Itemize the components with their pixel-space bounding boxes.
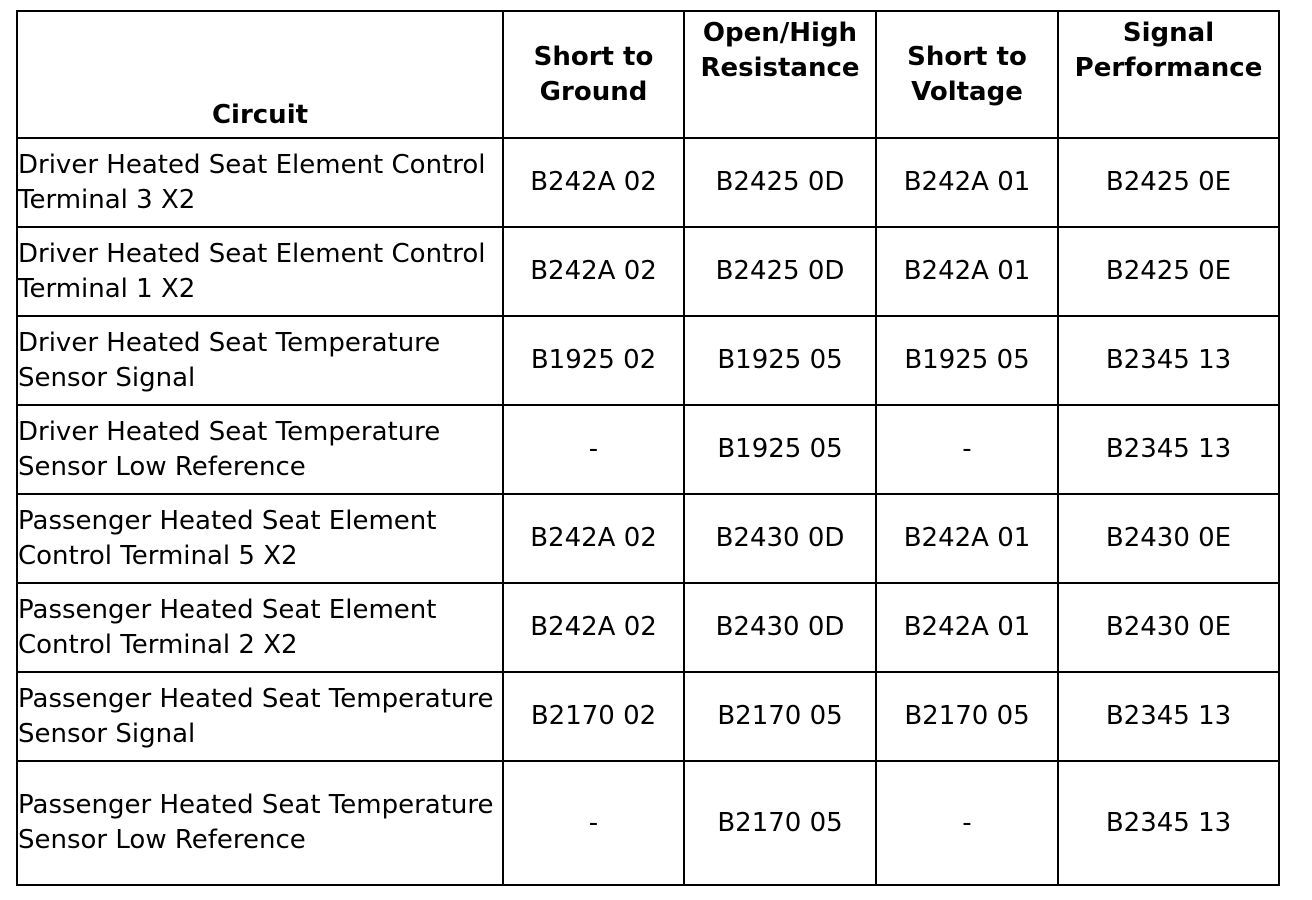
- short-to-voltage-cell: B1925 05: [876, 316, 1058, 405]
- open-high-resistance-cell: B2425 0D: [684, 138, 876, 227]
- dtc-circuit-table: [16, 10, 1280, 886]
- header-row: [17, 11, 1279, 138]
- circuit-cell: Passenger Heated Seat Temperature Sensor Low Reference: [17, 761, 503, 885]
- table-row: [17, 405, 1279, 494]
- header-short-to-voltage: Short to Voltage: [876, 11, 1058, 138]
- short-to-ground-cell: B242A 02: [503, 583, 684, 672]
- table-row: [17, 494, 1279, 583]
- short-to-ground-cell: B242A 02: [503, 138, 684, 227]
- open-high-resistance-cell: B2430 0D: [684, 494, 876, 583]
- circuit-cell: Passenger Heated Seat Element Control Terminal 5 X2: [17, 494, 503, 583]
- short-to-voltage-cell: B2170 05: [876, 672, 1058, 761]
- open-high-resistance-cell: B2170 05: [684, 672, 876, 761]
- short-to-ground-cell: -: [503, 405, 684, 494]
- short-to-ground-cell: B242A 02: [503, 494, 684, 583]
- signal-performance-cell: B2345 13: [1058, 761, 1279, 885]
- signal-performance-cell: B2430 0E: [1058, 494, 1279, 583]
- short-to-voltage-cell: B242A 01: [876, 583, 1058, 672]
- short-to-ground-cell: -: [503, 761, 684, 885]
- table-row: [17, 227, 1279, 316]
- circuit-cell: Driver Heated Seat Element Control Terminal 1 X2: [17, 227, 503, 316]
- short-to-ground-cell: B2170 02: [503, 672, 684, 761]
- header-signal-performance: Signal Performance: [1058, 11, 1279, 138]
- open-high-resistance-cell: B2425 0D: [684, 227, 876, 316]
- circuit-cell: Driver Heated Seat Element Control Terminal 3 X2: [17, 138, 503, 227]
- open-high-resistance-cell: B2430 0D: [684, 583, 876, 672]
- table-row: [17, 138, 1279, 227]
- short-to-voltage-cell: B242A 01: [876, 138, 1058, 227]
- table-row: [17, 672, 1279, 761]
- signal-performance-cell: B2430 0E: [1058, 583, 1279, 672]
- short-to-voltage-cell: B242A 01: [876, 494, 1058, 583]
- signal-performance-cell: B2345 13: [1058, 405, 1279, 494]
- open-high-resistance-cell: B1925 05: [684, 316, 876, 405]
- table-row: [17, 316, 1279, 405]
- circuit-cell: Driver Heated Seat Temperature Sensor Low Reference: [17, 405, 503, 494]
- short-to-ground-cell: B242A 02: [503, 227, 684, 316]
- open-high-resistance-cell: B1925 05: [684, 405, 876, 494]
- signal-performance-cell: B2345 13: [1058, 672, 1279, 761]
- short-to-ground-cell: B1925 02: [503, 316, 684, 405]
- circuit-cell: Driver Heated Seat Temperature Sensor Signal: [17, 316, 503, 405]
- table-row: [17, 761, 1279, 885]
- open-high-resistance-cell: B2170 05: [684, 761, 876, 885]
- table-row: [17, 583, 1279, 672]
- signal-performance-cell: B2425 0E: [1058, 227, 1279, 316]
- header-open-high-resistance: Open/High Resistance: [684, 11, 876, 138]
- circuit-cell: Passenger Heated Seat Temperature Sensor Signal: [17, 672, 503, 761]
- signal-performance-cell: B2425 0E: [1058, 138, 1279, 227]
- circuit-cell: Passenger Heated Seat Element Control Terminal 2 X2: [17, 583, 503, 672]
- short-to-voltage-cell: -: [876, 761, 1058, 885]
- signal-performance-cell: B2345 13: [1058, 316, 1279, 405]
- header-short-to-ground: Short to Ground: [503, 11, 684, 138]
- header-circuit: Circuit: [17, 11, 503, 138]
- short-to-voltage-cell: B242A 01: [876, 227, 1058, 316]
- short-to-voltage-cell: -: [876, 405, 1058, 494]
